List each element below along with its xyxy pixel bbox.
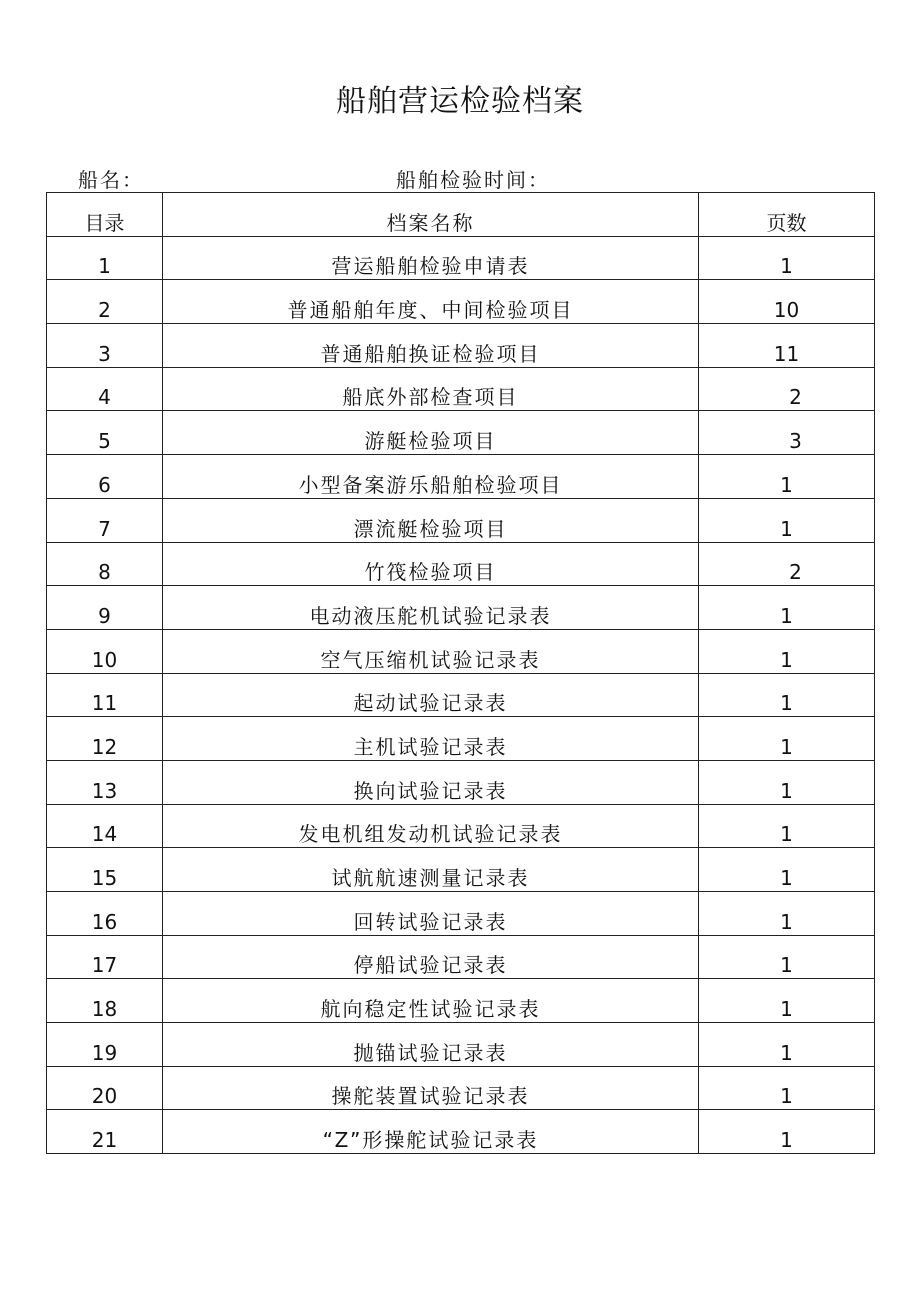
row-index: 19 (47, 1023, 163, 1067)
row-name: 船底外部检查项目 (163, 367, 699, 411)
row-pages: 11 (699, 324, 875, 368)
row-pages: 1 (699, 673, 875, 717)
table-row (47, 367, 875, 411)
row-index: 20 (47, 1066, 163, 1110)
row-index: 9 (47, 586, 163, 630)
row-name: 换向试验记录表 (163, 760, 699, 804)
row-index: 1 (47, 236, 163, 280)
row-name: 回转试验记录表 (163, 892, 699, 936)
table-row (47, 979, 875, 1023)
row-name: 游艇检验项目 (163, 411, 699, 455)
archive-table (46, 192, 875, 1154)
row-name: 普通船舶换证检验项目 (163, 324, 699, 368)
row-pages: 1 (699, 892, 875, 936)
row-index: 10 (47, 629, 163, 673)
table-row (47, 629, 875, 673)
table-header-row (47, 193, 875, 237)
row-pages: 1 (699, 236, 875, 280)
header-pages: 页数 (699, 193, 875, 237)
row-pages: 2 (699, 542, 875, 586)
row-index: 4 (47, 367, 163, 411)
row-pages: 3 (699, 411, 875, 455)
row-index: 7 (47, 498, 163, 542)
table-row (47, 760, 875, 804)
ship-name-label: 船名： (78, 168, 144, 192)
table-row (47, 324, 875, 368)
row-pages: 10 (699, 280, 875, 324)
row-pages: 1 (699, 760, 875, 804)
row-index: 14 (47, 804, 163, 848)
row-pages: 1 (699, 935, 875, 979)
table-row (47, 935, 875, 979)
row-name: 电动液压舵机试验记录表 (163, 586, 699, 630)
row-pages: 1 (699, 804, 875, 848)
row-index: 18 (47, 979, 163, 1023)
table-body (47, 236, 875, 1153)
row-name: 航向稳定性试验记录表 (163, 979, 699, 1023)
row-pages: 1 (699, 1110, 875, 1154)
row-pages: 1 (699, 498, 875, 542)
row-pages: 1 (699, 1023, 875, 1067)
row-index: 17 (47, 935, 163, 979)
header-index: 目录 (47, 193, 163, 237)
row-name: 抛锚试验记录表 (163, 1023, 699, 1067)
table-row (47, 455, 875, 499)
row-index: 3 (47, 324, 163, 368)
row-index: 6 (47, 455, 163, 499)
table-row (47, 717, 875, 761)
row-pages: 1 (699, 717, 875, 761)
row-index: 15 (47, 848, 163, 892)
table-row (47, 280, 875, 324)
table-row (47, 236, 875, 280)
row-name: 竹筏检验项目 (163, 542, 699, 586)
document-meta (78, 164, 878, 192)
row-index: 8 (47, 542, 163, 586)
table-row (47, 848, 875, 892)
row-pages: 1 (699, 1066, 875, 1110)
table-row (47, 804, 875, 848)
table-row (47, 498, 875, 542)
inspection-time-label: 船舶检验时间： (396, 168, 550, 192)
row-pages: 1 (699, 979, 875, 1023)
table-row (47, 1110, 875, 1154)
row-pages: 1 (699, 455, 875, 499)
table-row (47, 542, 875, 586)
row-name: 小型备案游乐船舶检验项目 (163, 455, 699, 499)
row-name: 普通船舶年度、中间检验项目 (163, 280, 699, 324)
row-pages: 1 (699, 629, 875, 673)
row-pages: 2 (699, 367, 875, 411)
table-row (47, 892, 875, 936)
row-name: 主机试验记录表 (163, 717, 699, 761)
row-name: 营运船舶检验申请表 (163, 236, 699, 280)
table-row (47, 411, 875, 455)
table-row (47, 1023, 875, 1067)
row-index: 16 (47, 892, 163, 936)
row-pages: 1 (699, 848, 875, 892)
row-index: 21 (47, 1110, 163, 1154)
row-name: 空气压缩机试验记录表 (163, 629, 699, 673)
page-title: 船舶营运检验档案 (336, 84, 584, 119)
row-index: 12 (47, 717, 163, 761)
table-row (47, 1066, 875, 1110)
row-name: 操舵装置试验记录表 (163, 1066, 699, 1110)
row-pages: 1 (699, 586, 875, 630)
row-name: 起动试验记录表 (163, 673, 699, 717)
row-name: 停船试验记录表 (163, 935, 699, 979)
row-index: 2 (47, 280, 163, 324)
row-name: “Z”形操舵试验记录表 (163, 1110, 699, 1154)
row-name: 试航航速测量记录表 (163, 848, 699, 892)
header-name: 档案名称 (163, 193, 699, 237)
row-index: 11 (47, 673, 163, 717)
row-name: 漂流艇检验项目 (163, 498, 699, 542)
table-row (47, 586, 875, 630)
row-index: 5 (47, 411, 163, 455)
table-row (47, 673, 875, 717)
row-index: 13 (47, 760, 163, 804)
row-name: 发电机组发动机试验记录表 (163, 804, 699, 848)
